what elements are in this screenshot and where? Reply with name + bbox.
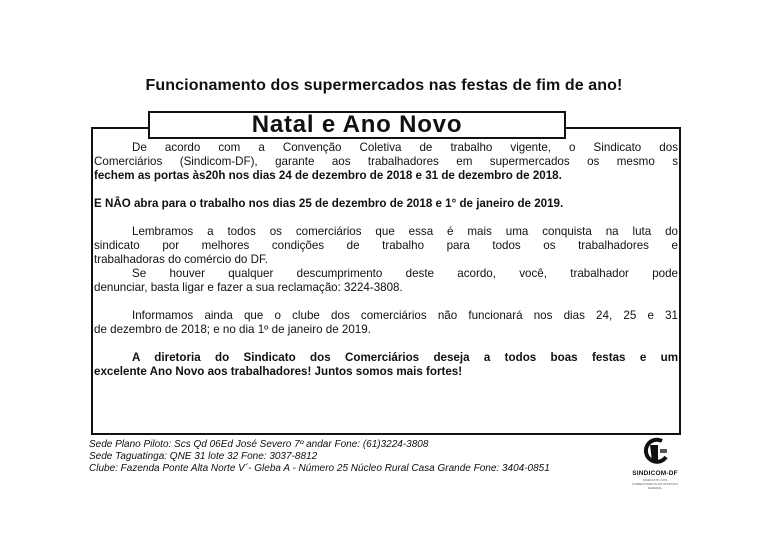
footer-line: Sede Plano Piloto: Scs Qd 06Ed José Severo 7º andar Fone: (61)3224-3808 [89, 439, 429, 450]
paragraph-line: trabalhadoras do comércio do DF. [94, 253, 268, 266]
logo-tagline: SINDICATO DOS COMERCIÁRIOS DO DISTRITO FEDERAL [631, 478, 678, 490]
footer-line: Clube: Fazenda Ponte Alta Norte V´- Gleba A - Número 25 Núcleo Rural Casa Grande Fone: 3404-0851 [89, 463, 550, 474]
paragraph-line: de dezembro de 2018; e no dia 1º de janeiro de 2019. [94, 323, 371, 336]
paragraph-line: fechem as portas às20h nos dias 24 de dezembro de 2018 e 31 de dezembro de 2018. [94, 169, 562, 182]
paragraph-line: A diretoria do Sindicato dos Comerciários deseja a todos boas festas e um [132, 351, 678, 364]
footer-addresses [89, 439, 609, 475]
paragraph-line: denunciar, basta ligar e fazer a sua reclamação: 3224-3808. [94, 281, 403, 294]
sindicom-logo [630, 437, 680, 490]
notice-body [94, 141, 678, 379]
banner-heading: Natal e Ano Novo [148, 111, 566, 139]
paragraph-line: Comerciários (Sindicom-DF), garante aos trabalhadores em supermercados os mesmo s [94, 155, 678, 168]
paragraph-line: Se houver qualquer descumprimento deste acordo, você, trabalhador pode [132, 267, 678, 280]
paragraph-line: excelente Ano Novo aos trabalhadores! Juntos somos mais fortes! [94, 365, 463, 378]
paragraph-line: E NÂO abra para o trabalho nos dias 25 de dezembro de 2018 e 1° de janeiro de 2019. [94, 197, 564, 210]
page-title: Funcionamento dos supermercados nas festas de fim de ano! [145, 77, 623, 94]
sindicom-emblem-icon [640, 437, 670, 467]
logo-name: SINDICOM-DF [632, 470, 678, 477]
paragraph-line: Informamos ainda que o clube dos comerciários não funcionará nos dias 24, 25 e 31 [132, 309, 678, 322]
paragraph-line: sindicato por melhores condições de trabalho para todos os trabalhadores e [94, 239, 678, 252]
footer-line: Sede Taguatinga: QNE 31 lote 32 Fone: 3037-8812 [89, 451, 318, 462]
paragraph-line: Lembramos a todos os comerciários que essa é mais uma conquista na luta do [132, 225, 678, 238]
paragraph-line: De acordo com a Convenção Coletiva de trabalho vigente, o Sindicato dos [132, 141, 678, 154]
